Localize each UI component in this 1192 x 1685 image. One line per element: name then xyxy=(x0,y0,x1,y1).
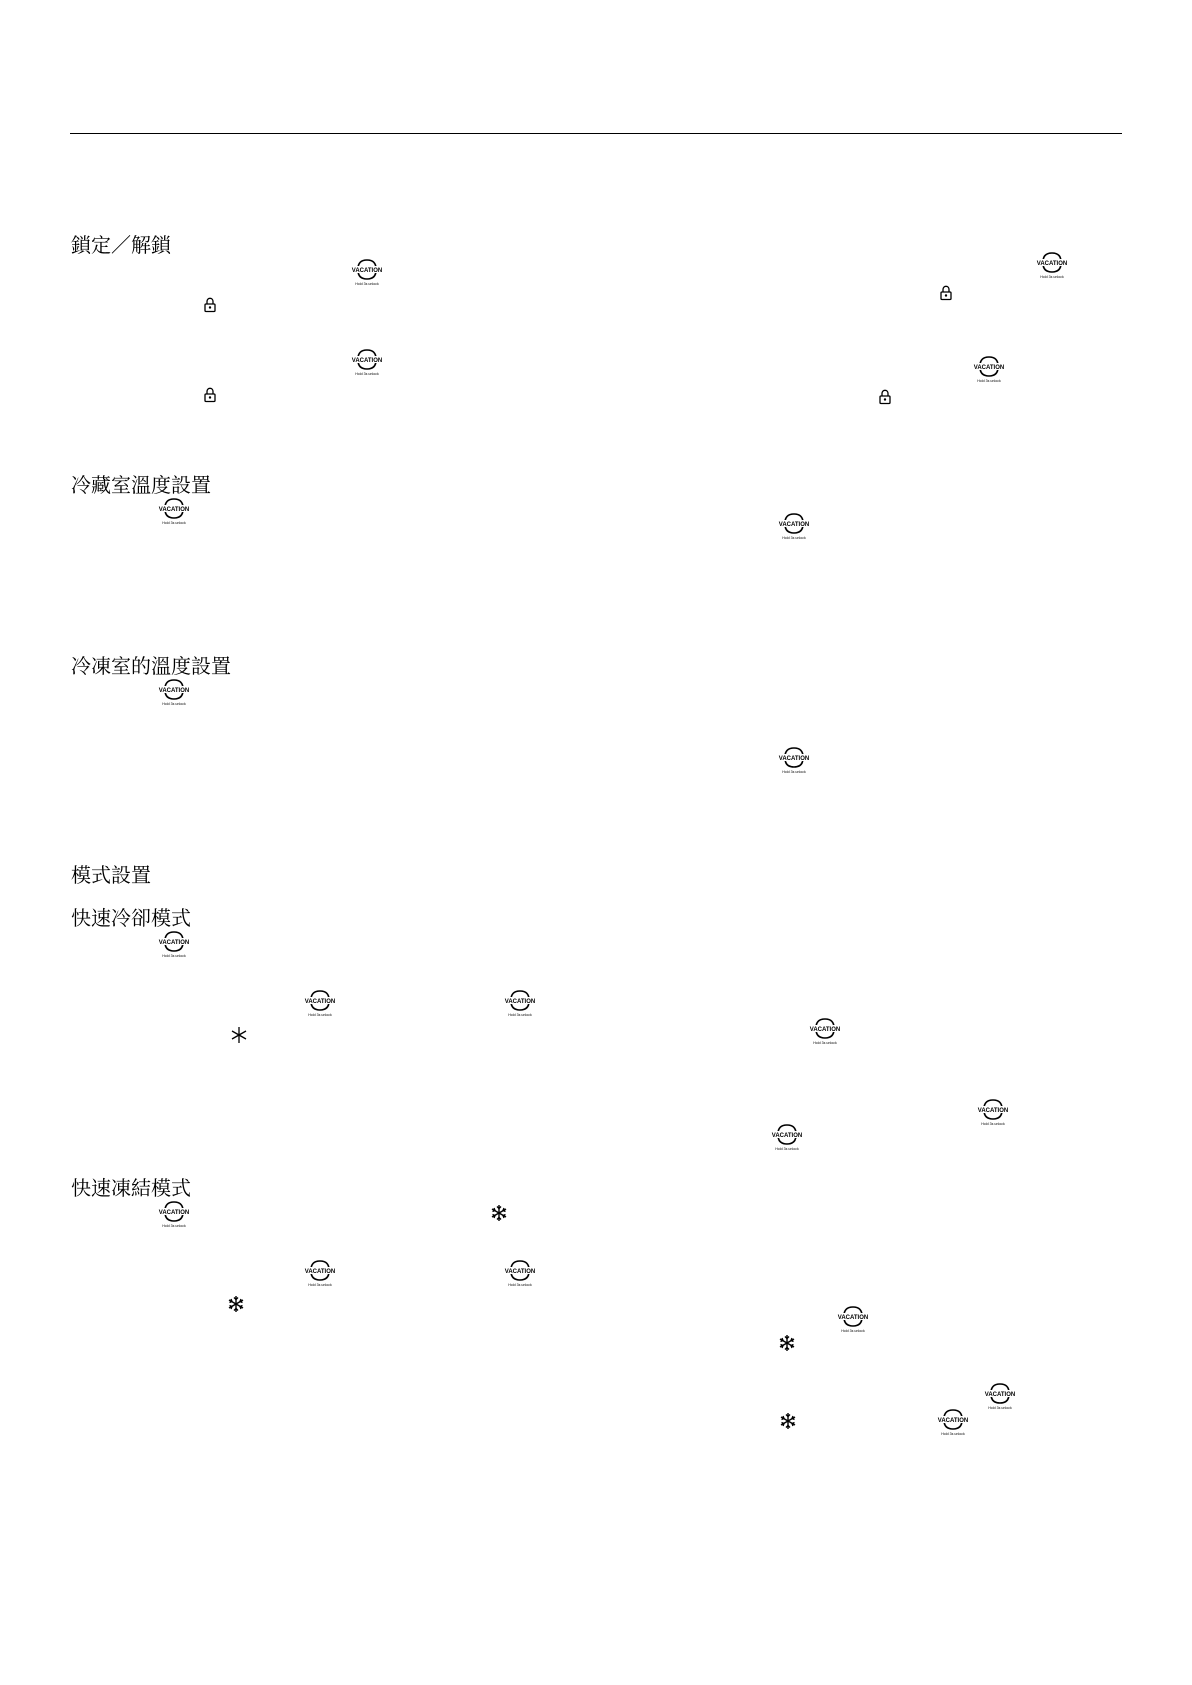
section-heading-freezer-temperature: 冷凍室的溫度設置 xyxy=(71,654,231,678)
vacation-button-icon xyxy=(351,347,383,377)
section-heading-mode-settings: 模式設置 xyxy=(71,863,151,887)
vacation-button-icon xyxy=(504,1258,536,1288)
vacation-button-icon xyxy=(973,354,1005,384)
vacation-button-icon xyxy=(977,1097,1009,1127)
vacation-button-icon xyxy=(1036,250,1068,280)
vacation-button-icon xyxy=(778,511,810,541)
snowflake-icon xyxy=(777,1333,797,1353)
padlock-icon xyxy=(203,297,217,313)
vacation-button-icon xyxy=(158,1199,190,1229)
vacation-button-icon xyxy=(837,1304,869,1334)
padlock-icon xyxy=(939,285,953,301)
snowflake-icon xyxy=(778,1411,798,1431)
asterisk-icon xyxy=(229,1025,249,1045)
vacation-button-icon xyxy=(304,988,336,1018)
vacation-button-icon xyxy=(351,257,383,287)
snowflake-icon xyxy=(226,1294,246,1314)
vacation-button-icon xyxy=(158,496,190,526)
vacation-button-icon xyxy=(809,1016,841,1046)
section-heading-lock-unlock: 鎖定／解鎖 xyxy=(71,233,171,257)
section-heading-fast-cool-mode: 快速冷卻模式 xyxy=(71,906,191,930)
section-heading-fridge-temperature: 冷藏室溫度設置 xyxy=(71,473,211,497)
vacation-button-icon xyxy=(304,1258,336,1288)
vacation-button-icon xyxy=(778,745,810,775)
padlock-icon xyxy=(203,387,217,403)
section-heading-fast-freeze-mode: 快速凍結模式 xyxy=(71,1176,191,1200)
vacation-button-icon xyxy=(158,677,190,707)
snowflake-icon xyxy=(489,1203,509,1223)
padlock-icon xyxy=(878,389,892,405)
vacation-button-icon xyxy=(158,929,190,959)
header-rule xyxy=(70,133,1122,134)
vacation-button-icon xyxy=(937,1407,969,1437)
vacation-button-icon xyxy=(504,988,536,1018)
vacation-button-icon xyxy=(984,1381,1016,1411)
vacation-button-icon xyxy=(771,1122,803,1152)
